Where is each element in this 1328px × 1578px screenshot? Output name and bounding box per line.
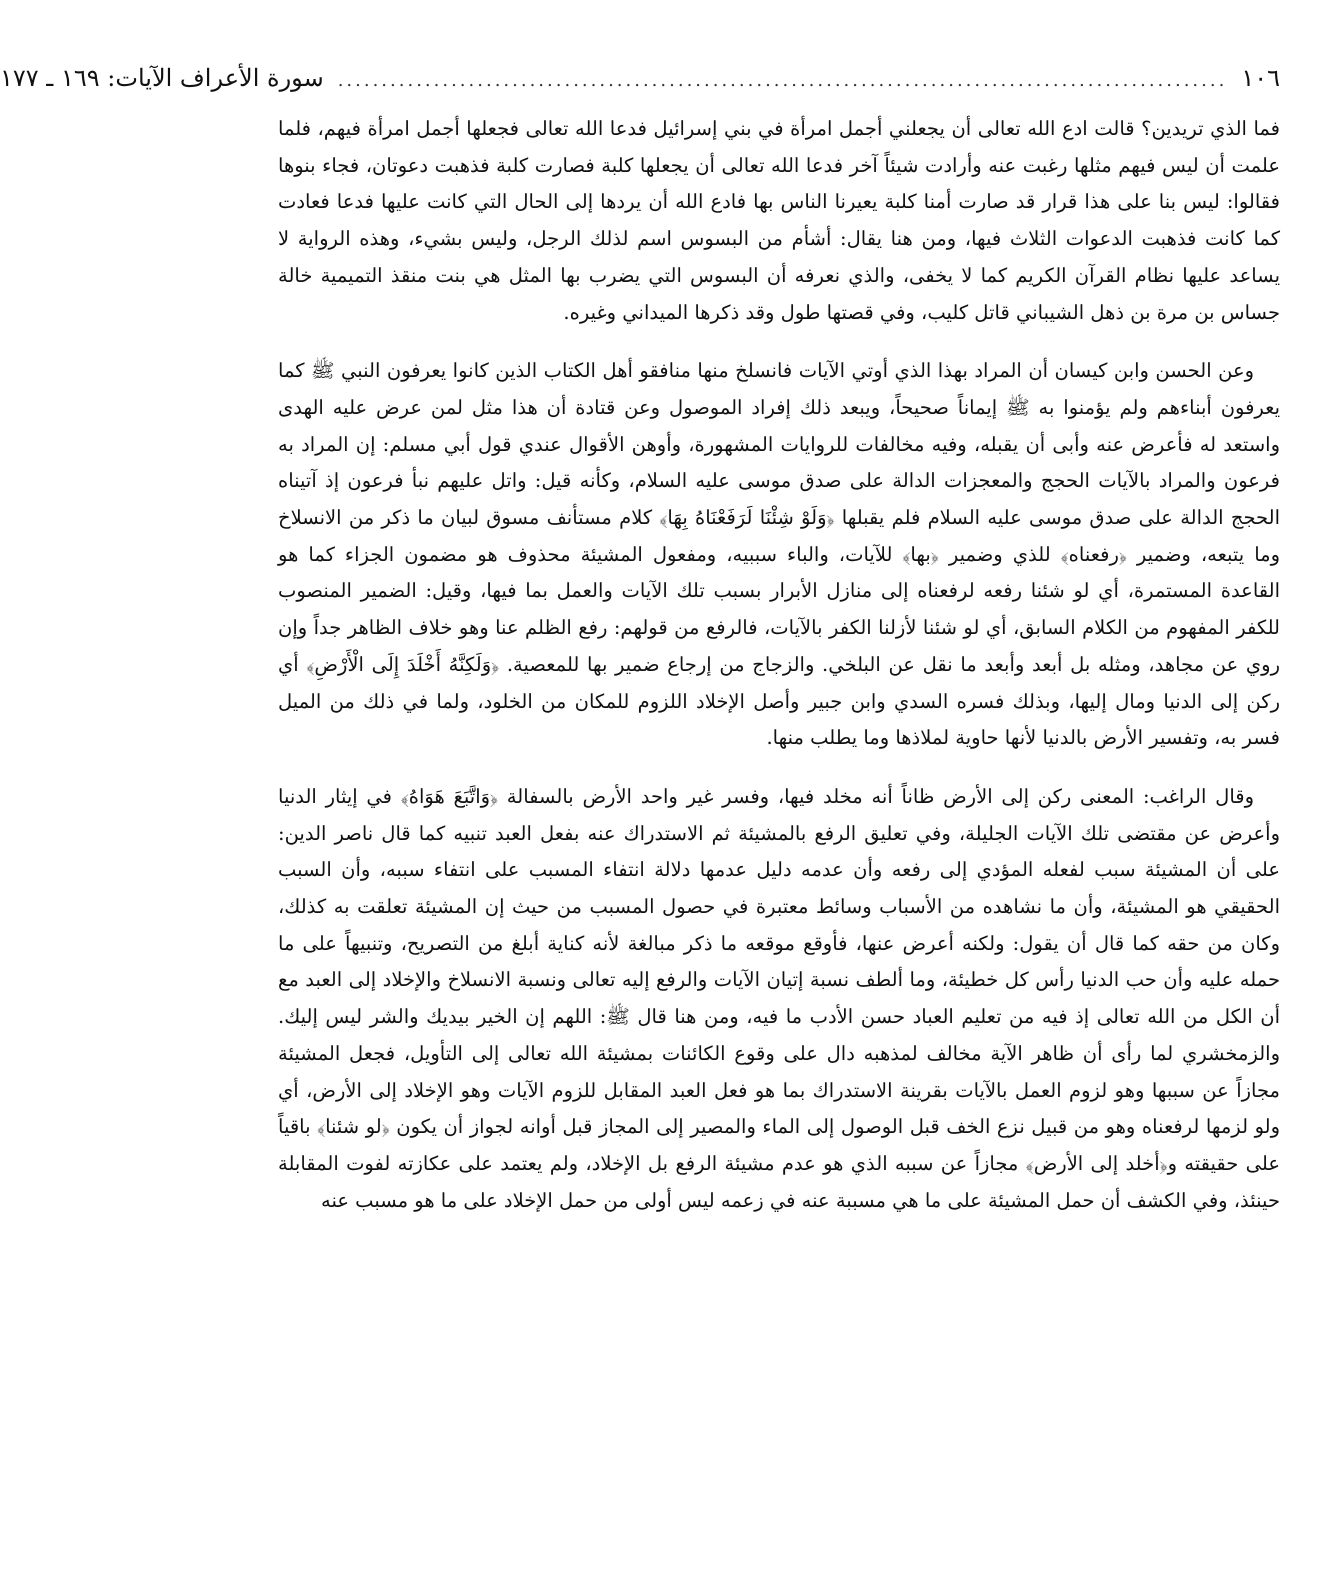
paragraph-3: وقال الراغب: المعنى ركن إلى الأرض ظاناً أنه مخلد فيها، وفسر غير واحد الأرض بالسفالة ﴿وَاتَّبَعَ هَوَاهُ﴾ في إيثار الدنيا وأعرض عن مقتضى تلك الآيات الجليلة، وفي تعليق الرفع بالمشيئة ثم الاستدراك عنه بفعل العبد تنبيه كما قال ناصر الدين: على أن المشيئة سبب لفعله المؤدي إلى رفعه وأن عدمه دليل عدمها دلالة انتفاء المسبب على انتفاء سببه، وأن السبب الحقيقي هو المشيئة، وأن ما نشاهده من الأسباب وسائط معتبرة في حصول المسبب من حيث إن المشيئة تعلقت به كذلك، وكان من حقه كما قال أن يقول: ولكنه أعرض عنها، فأوقع موقعه ما ذكر مبالغة لأنه كناية أبلغ من التصريح، وتنبيهاً على ما حمله عليه وأن حب الدنيا رأس كل خطيئة، وما ألطف نسبة إتيان الآيات والرفع إليه تعالى ونسبة الانسلاخ والإخلاد إلى العبد مع أن الكل من الله تعالى إذ فيه من تعليم العباد حسن الأدب ما فيه، ومن هنا قال ﷺ: اللهم إن الخير بيديك والشر ليس إليك. والزمخشري لما رأى أن ظاهر الآية مخالف لمذهبه دال على وقوع الكائنات بمشيئة الله تعالى إلى التأويل، فجعل المشيئة مجازاً عن سببها وهو لزوم العمل بالآيات بقرينة الاستدراك بما هو فعل العبد المقابل للزوم الآيات وهو الإخلاد إلى الأرض، أي ولو لزمها لرفعناه وهو من قبيل نزع الخف قبل الوصول إلى الماء والمصير إلى المجاز قبل أوانه لجواز أن يكون ﴿لو شئنا﴾ باقياً على حقيقته و﴿أخلد إلى الأرض﴾ مجازاً عن سببه الذي هو عدم مشيئة الرفع بل الإخلاد، ولم يعتمد على عكازته لفوت المقابلة حينئذ، وفي الكشف أن حمل المشيئة على ما هي مسببة عنه في زعمه ليس أولى من حمل الإخلاد على ما هو مسبب عنه xyxy=(278,784,1280,1212)
header-title: سورة الأعراف الآيات: ١٦٩ ـ ١٧٧ xyxy=(0,64,324,92)
paragraph-2: وعن الحسن وابن كيسان أن المراد بهذا الذي أوتي الآيات فانسلخ منها منافقو أهل الكتاب الذين كانوا يعرفون النبي ﷺ كما يعرفون أبناءهم ولم يؤمنوا به ﷺ إيماناً صحيحاً، ويبعد ذلك إفراد الموصول وعن قتادة أن هذا مثل لمن عرض عليه الهدى واستعد له فأعرض عنه وأبى أن يقبله، وفيه مخالفات للروايات المشهورة، وأوهن الأقوال عندي قول أبي مسلم: إن المراد به فرعون والمراد بالآيات الحجج والمعجزات الدالة على صدق موسى عليه السلام، وكأنه قيل: واتل عليهم نبأ فرعون إذ آتيناه الحجج الدالة على صدق موسى عليه السلام فلم يقبلها ﴿وَلَوْ شِئْنَا لَرَفَعْنَاهُ بِهَا﴾ كلام مستأنف مسوق لبيان ما ذكر من الانسلاخ وما يتبعه، وضمير ﴿رفعناه﴾ للذي وضمير ﴿بها﴾ للآيات، والباء سببيه، ومفعول المشيئة محذوف هو مضمون الجزاء كما هو القاعدة المستمرة، أي لو شئنا رفعه لرفعناه إلى منازل الأبرار بسبب تلك الآيات والعمل بما فيها، وقيل: الضمير المنصوب للكفر المفهوم من الكلام السابق، أي لو شئنا لأزلنا الكفر بالآيات، فالرفع من قولهم: رفع الظلم عنا وهو خلاف الظاهر جداً وإن روي عن مجاهد، ومثله بل أبعد وأبعد ما نقل عن البلخي. والزجاج من إرجاع ضمير بها للمعصية. ﴿وَلَكِنَّهُ أَخْلَدَ إِلَى الْأَرْضِ﴾ أي ركن إلى الدنيا ومال إليها، وبذلك فسره السدي وابن جبير وأصل الإخلاد اللزوم للمكان من الخلود، ولما في ذلك من الميل فسر به، وتفسير الأرض بالدنيا لأنها حاوية لملاذها وما يطلب منها. xyxy=(278,359,1280,750)
page-number: ١٠٦ xyxy=(1241,64,1280,92)
running-header xyxy=(0,62,1280,97)
header-leader-dots: ...................................................................................................... xyxy=(337,70,1228,91)
body-text xyxy=(278,111,1280,1219)
paragraph-1: فما الذي تريدين؟ قالت ادع الله تعالى أن يجعلني أجمل امرأة في بني إسرائيل فدعا الله تعالى فجعلها أجمل امرأة فيهم، فلما علمت أن ليس فيهم مثلها رغبت عنه وأرادت شيئاً آخر فدعا الله تعالى أن يجعلها كلبة فصارت كلبة فذهبت دعوتان، فجاء بنوها فقالوا: ليس بنا على هذا قرار قد صارت أمنا كلبة يعيرنا الناس بها فادع الله أن يردها إلى الحال التي كانت عليها فدعا فعادت كما كانت فذهبت الدعوات الثلاث فيها، ومن هنا يقال: أشأم من البسوس اسم لذلك الرجل، وليس بشيء، وهذه الرواية لا يساعد عليها نظام القرآن الكريم كما لا يخفى، والذي نعرفه أن البسوس التي يضرب بها المثل هي بنت منقذ التميمية خالة جساس بن مرة بن ذهل الشيباني قاتل كليب، وفي قصتها طول وقد ذكرها الميداني وغيره. xyxy=(278,117,1280,324)
